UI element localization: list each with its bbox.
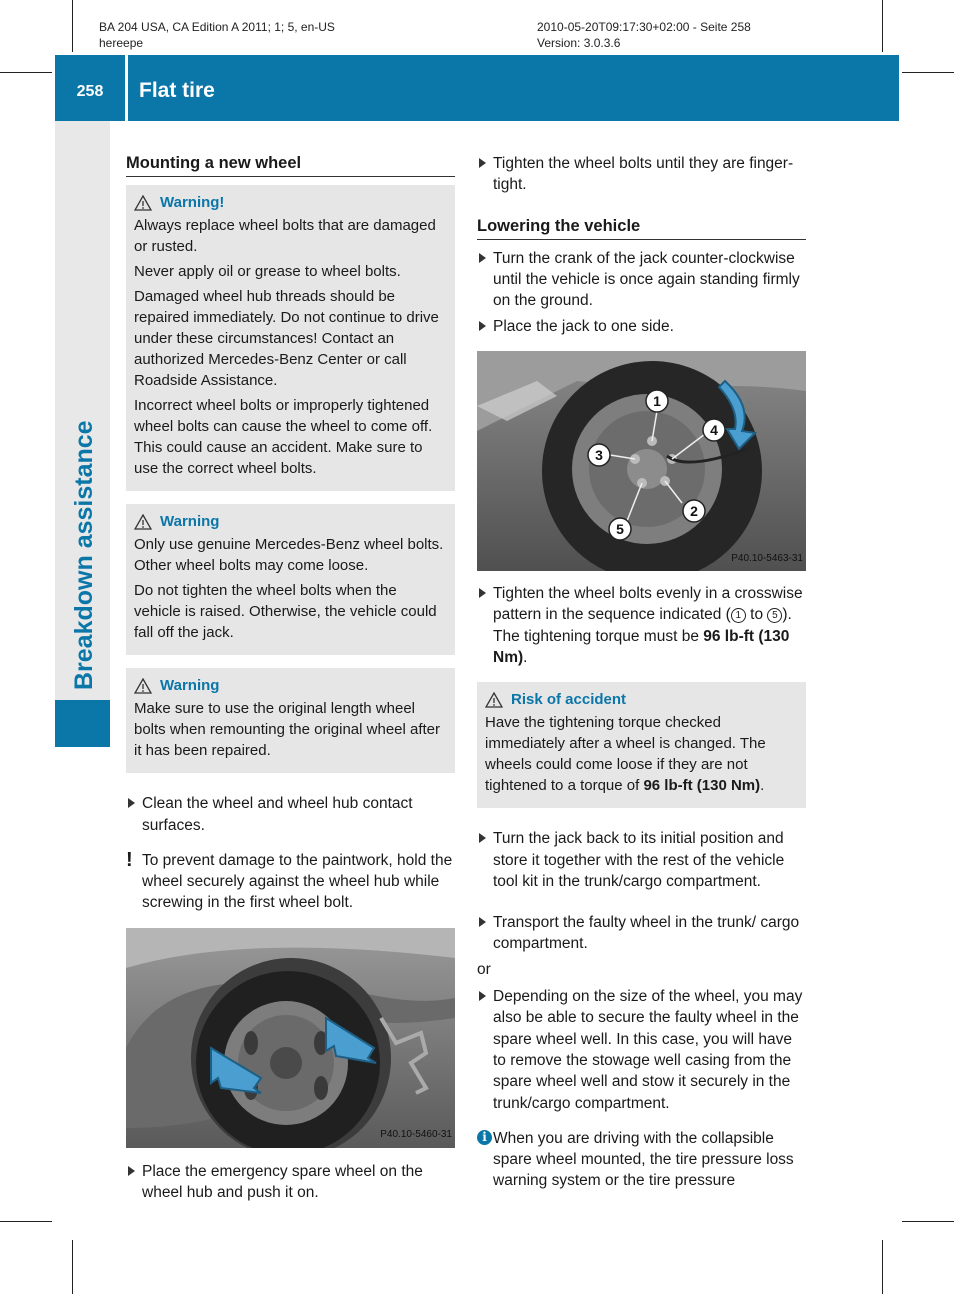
bullet-arrow-icon <box>479 588 486 598</box>
warning-box <box>126 504 455 655</box>
step-item <box>126 1161 455 1204</box>
step-text: Turn the jack back to its initial position and store it together with the rest of the vehicle tool kit in the trunk/cargo compartment. <box>493 830 785 890</box>
section-heading: Lowering the vehicle <box>477 216 806 240</box>
crop-mark <box>72 1240 73 1294</box>
bullet-arrow-icon <box>479 321 486 331</box>
step-text: Place the jack to one side. <box>493 317 674 335</box>
callout-2 <box>683 500 705 522</box>
step-item <box>477 316 806 337</box>
warning-text: Do not tighten the wheel bolts when the vehicle is raised. Otherwise, the vehicle could fall off the jack. <box>134 582 437 642</box>
warning-box <box>126 668 455 773</box>
bullet-arrow-icon <box>128 1166 135 1176</box>
step-text: Clean the wheel and wheel hub contact surfaces. <box>142 795 413 834</box>
step-item <box>477 583 806 668</box>
exclamation-icon: ! <box>126 848 133 871</box>
figure-code: P40.10-5460-31 <box>380 1129 452 1141</box>
step-text: Turn the crank of the jack counter-clockwise until the vehicle is once again standing firmly on the ground. <box>493 249 800 310</box>
crop-mark <box>882 0 883 52</box>
svg-text:2: 2 <box>690 503 698 520</box>
wheel-bolt-sequence-illustration <box>477 351 806 571</box>
figure-wheel-bolts <box>477 351 806 571</box>
step-text <box>493 585 803 666</box>
step-text-part: Tighten the wheel bolts evenly in a crosswise pattern in the sequence indicated ( <box>493 585 803 624</box>
torque-value: 96 lb-ft (130 Nm) <box>643 777 761 795</box>
step-text-part: ). The tightening torque must be <box>493 606 792 645</box>
side-tab-marker <box>55 700 110 747</box>
warning-title: Risk of accident <box>511 691 627 709</box>
crop-mark <box>72 0 73 52</box>
warning-text: Incorrect wheel bolts or improperly tightened wheel bolts can cause the wheel to come off. This could cause an accident. Make sure to use the correct wheel bolts. <box>134 397 433 478</box>
meta-right-line2: Version: 3.0.3.6 <box>537 36 621 50</box>
header-divider <box>125 55 128 121</box>
bullet-arrow-icon <box>479 917 486 927</box>
warning-title: Warning <box>160 677 220 695</box>
note-text: To prevent damage to the paintwork, hold the wheel securely against the wheel hub while screwing in the first wheel bolt. <box>142 851 453 912</box>
figure-spare-wheel <box>126 928 455 1148</box>
spare-wheel-illustration <box>126 928 455 1148</box>
step-text: Tighten the wheel bolts until they are finger-tight. <box>493 155 794 194</box>
step-text: Transport the faulty wheel in the trunk/ cargo compartment. <box>493 914 800 953</box>
warning-triangle-icon <box>134 195 152 211</box>
bullet-arrow-icon <box>128 798 135 808</box>
meta-left-line2: hereepe <box>99 36 144 50</box>
step-item <box>126 793 455 836</box>
page-title: Flat tire <box>139 79 215 102</box>
svg-text:5: 5 <box>616 521 624 538</box>
warning-text <box>485 712 798 796</box>
step-text: Place the emergency spare wheel on the wheel hub and push it on. <box>142 1162 423 1202</box>
page-header <box>55 55 899 121</box>
crop-mark <box>0 72 52 73</box>
risk-box <box>477 682 806 808</box>
warning-title: Warning <box>160 513 220 531</box>
meta-left-line1: BA 204 USA, CA Edition A 2011; 1; 5, en-US <box>99 20 335 34</box>
info-icon: i <box>477 1130 492 1145</box>
bullet-arrow-icon <box>479 158 486 168</box>
callout-4 <box>703 419 725 441</box>
risk-text-end: . <box>760 777 765 795</box>
svg-text:3: 3 <box>595 447 603 464</box>
warning-triangle-icon <box>134 514 152 530</box>
crop-mark <box>882 1240 883 1294</box>
torque-value: 96 lb-ft (130 Nm) <box>493 627 790 666</box>
callout-ref-1: 1 <box>731 608 746 623</box>
bullet-arrow-icon <box>479 253 486 263</box>
bullet-arrow-icon <box>479 833 486 843</box>
step-item <box>477 248 806 312</box>
callout-ref-5: 5 <box>767 608 782 623</box>
side-tab-label: Breakdown assistance <box>70 420 98 690</box>
left-column <box>126 153 455 1217</box>
crop-mark <box>902 72 954 73</box>
step-item <box>477 153 806 196</box>
page-number: 258 <box>76 83 104 100</box>
warning-text: Make sure to use the original length wheel bolts when remounting the original wheel after it has been repaired. <box>134 700 441 760</box>
section-heading: Mounting a new wheel <box>126 153 455 177</box>
meta-right-line1: 2010-05-20T09:17:30+02:00 - Seite 258 <box>537 20 751 34</box>
callout-3 <box>588 444 610 466</box>
warning-text: Damaged wheel hub threads should be repaired immediately. Do not continue to drive under these circumstances! Contact an authorized Mercedes-Benz Center or call Roadside Assistance. <box>134 288 439 390</box>
step-text: Depending on the size of the wheel, you may also be able to secure the faulty wheel in the spare wheel well. In this case, you will have to remove the stowage well casing from the spare wheel well and stow it securely in the trunk/cargo compartment. <box>493 988 803 1112</box>
step-item <box>477 986 806 1114</box>
step-text-part: . <box>523 648 528 666</box>
callout-5 <box>609 518 631 540</box>
warning-text: Always replace wheel bolts that are damaged or rusted. <box>134 217 436 256</box>
step-item <box>477 828 806 892</box>
right-column <box>477 153 806 1200</box>
warning-triangle-icon <box>485 692 503 708</box>
bullet-arrow-icon <box>479 991 486 1001</box>
warning-text: Never apply oil or grease to wheel bolts. <box>134 263 401 281</box>
svg-text:1: 1 <box>653 393 661 410</box>
warning-text: Only use genuine Mercedes-Benz wheel bolts. Other wheel bolts may come loose. <box>134 536 444 575</box>
crop-mark <box>902 1221 954 1222</box>
print-meta-right <box>537 19 751 51</box>
warning-box <box>126 185 455 491</box>
step-item <box>477 912 806 955</box>
risk-text: Have the tightening torque checked immediately after a wheel is changed. The wheels could come loose if they are not tightened to a torque of <box>485 714 766 795</box>
svg-text:4: 4 <box>710 422 718 439</box>
info-note <box>477 1128 806 1192</box>
or-label: or <box>477 960 491 978</box>
warning-triangle-icon <box>134 678 152 694</box>
warning-title: Warning! <box>160 194 225 212</box>
crop-mark <box>0 1221 52 1222</box>
print-meta-left <box>99 19 335 51</box>
callout-1 <box>646 390 668 412</box>
caution-note <box>126 850 455 914</box>
figure-code: P40.10-5463-31 <box>731 552 803 564</box>
step-text-part: to <box>745 606 768 624</box>
info-text: When you are driving with the collapsible spare wheel mounted, the tire pressure loss warning system or the tire pressure <box>493 1129 794 1190</box>
